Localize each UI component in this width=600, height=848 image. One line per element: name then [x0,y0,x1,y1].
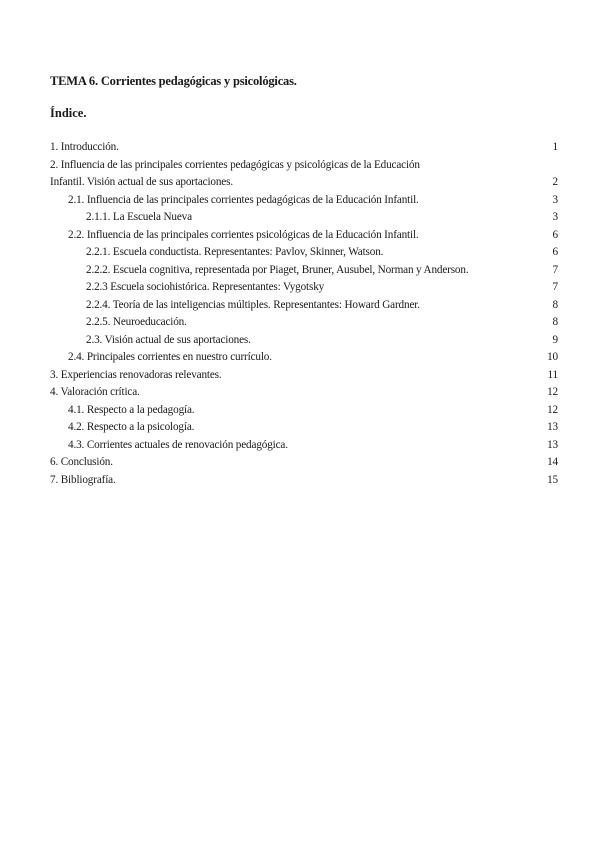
toc-entry-title: 4.2. Respecto a la psicología. [68,421,195,433]
toc-entry-title: 4.1. Respecto a la pedagogía. [68,403,195,416]
toc-entry[interactable] [50,437,558,455]
toc-entry[interactable] [50,454,558,472]
toc-page-number: 7 [552,281,558,293]
toc-page-number: 2 [552,176,558,188]
toc-entry-title: 2.1. Influencia de las principales corrientes pedagógicas de la Educación Infantil. [68,193,419,206]
toc-entry[interactable] [50,384,558,402]
toc-entry[interactable] [50,419,558,437]
toc-page-number: 13 [547,438,558,451]
toc-page-number: 8 [552,298,558,311]
toc-entry-title: Infantil. Visión actual de sus aportaciones. [50,176,233,188]
toc-entry-line [50,157,558,175]
toc-page-number: 12 [547,386,558,398]
toc-entry-title: 1. Introducción. [50,141,119,153]
toc-page-number: 6 [552,228,558,241]
toc-entry-title: 2.2.4. Teoría de las inteligencias múltiples. Representantes: Howard Gardner. [86,298,420,311]
toc-entry[interactable] [50,157,558,192]
toc-entry-title: 2.2.5. Neuroeducación. [86,316,187,328]
document-title: TEMA 6. Corrientes pedagógicas y psicológicas. [50,74,297,88]
toc-entry-line [68,227,558,245]
toc-entry-line [86,279,558,297]
toc-page-number: 7 [552,263,558,276]
toc-entry-line [86,262,558,280]
toc-entry-title: 2.1.1. La Escuela Nueva [86,211,192,223]
toc-entry[interactable] [50,279,558,297]
toc-entry-line [68,419,558,437]
toc-entry[interactable] [50,472,558,490]
toc-entry-title: 2.2.1. Escuela conductista. Representantes: Pavlov, Skinner, Watson. [86,246,384,258]
toc-entry[interactable] [50,139,558,157]
toc-entry-line [68,402,558,420]
toc-page-number: 1 [552,141,558,153]
toc-entry-title: 6. Conclusión. [50,456,113,468]
toc-page-number: 9 [552,333,558,346]
toc-page-number: 11 [547,368,558,381]
toc-entry-line [50,367,558,385]
toc-page-number: 3 [552,211,558,223]
toc-entry-line [68,192,558,210]
toc-entry[interactable] [50,209,558,227]
toc-page-number: 10 [547,351,558,363]
toc-entry-line [50,139,558,157]
toc-entry-line [68,437,558,455]
toc-entry-line [68,349,558,367]
toc-entry-line [86,244,558,262]
toc-page-number: 3 [552,193,558,206]
toc-entry-title: 2.2.3 Escuela sociohistórica. Representantes: Vygotsky [86,281,325,293]
toc-entry-title: 2.2.2. Escuela cognitiva, representada por Piaget, Bruner, Ausubel, Norman y Anderson. [86,263,469,276]
toc-page-number: 8 [552,316,558,328]
toc-entry-title: 4. Valoración crítica. [50,386,140,398]
toc-entry-line [50,174,558,192]
toc-entry[interactable] [50,402,558,420]
toc-entry[interactable] [50,332,558,350]
toc-page-number: 15 [547,473,558,486]
toc-page-number: 6 [552,246,558,258]
toc-entry[interactable] [50,297,558,315]
toc-page-number: 14 [547,456,558,468]
toc-entry-title: 2.3. Visión actual de sus aportaciones. [86,333,251,346]
index-heading: Índice. [50,106,87,120]
toc-entry-title: 2. Influencia de las principales corrientes pedagógicas y psicológicas de la Educación [50,158,420,171]
toc-entry[interactable] [50,314,558,332]
toc-page-number: 13 [547,421,558,433]
toc-entry-line [86,314,558,332]
toc-entry-line [86,297,558,315]
toc-entry-line [86,209,558,227]
toc-entry[interactable] [50,367,558,385]
toc-entry-title: 2.4. Principales corrientes en nuestro currículo. [68,351,272,363]
toc-entry-title: 2.2. Influencia de las principales corrientes psicológicas de la Educación Infantil. [68,228,419,241]
toc-entry[interactable] [50,349,558,367]
toc-entry[interactable] [50,192,558,210]
toc-entry[interactable] [50,262,558,280]
toc-entry[interactable] [50,227,558,245]
toc-entry-title: 7. Bibliografía. [50,473,116,486]
toc-entry-line [50,472,558,490]
toc-entry-title: 3. Experiencias renovadoras relevantes. [50,368,222,381]
table-of-contents [50,139,558,489]
toc-entry-line [50,384,558,402]
toc-entry-title: 4.3. Corrientes actuales de renovación pedagógica. [68,438,288,451]
toc-entry-line [50,454,558,472]
toc-page-number: 12 [547,403,558,416]
toc-entry[interactable] [50,244,558,262]
toc-entry-line [86,332,558,350]
